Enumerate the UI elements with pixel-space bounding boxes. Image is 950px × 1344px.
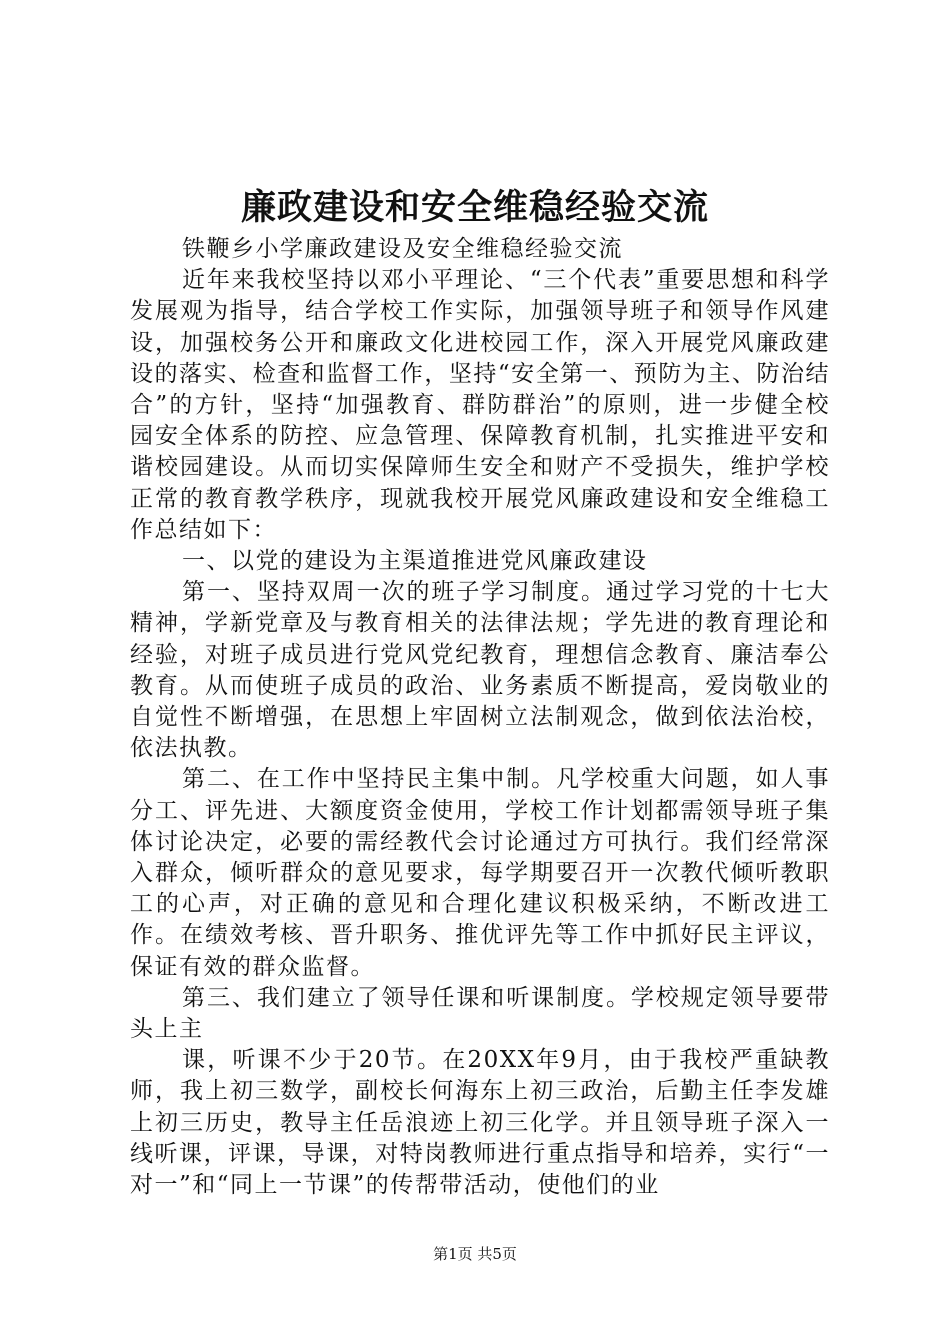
page-number-footer: 第1页 共5页 [433,1245,517,1263]
document-title: 廉政建设和安全维稳经验交流 [240,187,709,228]
paragraph-second: 第二、在工作中坚持民主集中制。凡学校重大问题，如人事分工、评先进、大额度资金使用，学校工作计划都需领导班子集体讨论决定，必要的需经教代会讨论通过方可执行。我们经常深入群众，倾听群众的意见要求，每学期要召开一次教代倾听教职工的心声，对正确的意见和合理化建议积极采纳，不断改进工作。在绩效考核、晋升职务、推优评先等工作中抓好民主评议，保证有效的群众监督。 [130,766,830,980]
section-heading: 一、以党的建设为主渠道推进党风廉政建设 [182,548,648,575]
paragraph-subtitle: 铁鞭乡小学廉政建设及安全维稳经验交流 [182,236,623,262]
paragraph-intro: 近年来我校坚持以邓小平理论、“三个代表”重要思想和科学发展观为指导，结合学校工作实际，加强领导班子和领导作风建设，加强校务公开和廉政文化进校园工作，深入开展党风廉政建设的落实、检查和监督工作，坚持“安全第一、预防为主、防治结合”的方针，坚持“加强教育、群防群治”的原则，进一步健全校园安全体系的防控、应急管理、保障教育机制，扎实推进平安和谐校园建设。从而切实保障师生安全和财产不受损失，维护学校正常的教育教学秩序，现就我校开展党风廉政建设和安全维稳工作总结如下： [130,267,830,543]
paragraph-first: 第一、坚持双周一次的班子学习制度。通过学习党的十七大精神，学新党章及与教育相关的法律法规；学先进的教育理论和经验，对班子成员进行党风党纪教育，理想信念教育、廉洁奉公教育。从而使班子成员的政治、业务素质不断提高，爱岗敬业的自觉性不断增强，在思想上牢固树立法制观念，做到依法治校，依法执教。 [130,579,830,762]
document-body [130,234,830,1201]
paragraph-third: 第三、我们建立了领导任课和听课制度。学校规定领导要带头上主 [130,984,830,1043]
paragraph-third-continued: 课，听课不少于20节。在20XX年9月，由于我校严重缺教师，我上初三数学，副校长何海东上初三政治，后勤主任李发雄上初三历史，教导主任岳浪迹上初三化学。并且领导班子深入一线听课，评课，导课，对特岗教师进行重点指导和培养，实行“一对一”和“同上一节课”的传帮带活动，使他们的业 [130,1047,830,1199]
